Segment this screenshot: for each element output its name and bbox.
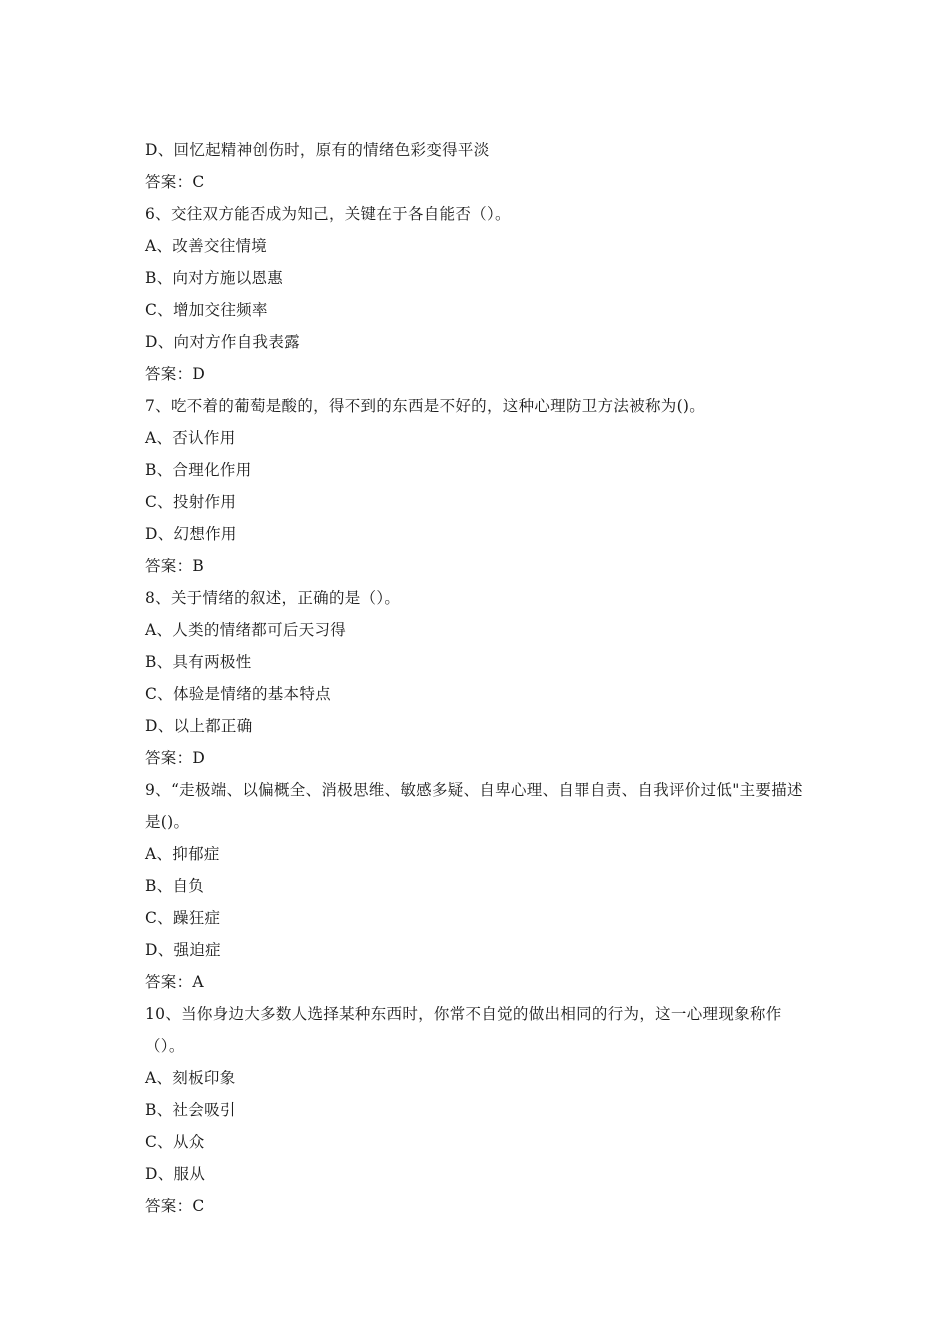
option-b-q7: B、合理化作用 — [145, 461, 252, 479]
option-b-q8: B、具有两极性 — [145, 653, 252, 671]
question-10-line-1: 10、当你身边大多数人选择某种东西时，你常不自觉的做出相同的行为，这一心理现象称作 — [145, 1005, 782, 1023]
answer-q8: 答案：D — [145, 749, 206, 767]
option-c-q10: C、从众 — [145, 1133, 205, 1151]
answer-q7: 答案：B — [145, 557, 205, 575]
option-a-q10: A、刻板印象 — [145, 1069, 236, 1087]
option-a-q9: A、抑郁症 — [145, 845, 220, 863]
answer-q9: 答案：A — [145, 973, 204, 991]
option-b-q10: B、社会吸引 — [145, 1101, 236, 1119]
option-c-q8: C、体验是情绪的基本特点 — [145, 685, 331, 703]
answer-q10: 答案：C — [145, 1197, 205, 1215]
question-9-line-1: 9、“走极端、以偏概全、消极思维、敏感多疑、自卑心理、自罪自责、自我评价过低"主要描述 — [145, 781, 803, 799]
document-content — [145, 134, 810, 1222]
option-d-q10: D、服从 — [145, 1165, 206, 1183]
option-d-q9: D、强迫症 — [145, 941, 221, 959]
option-c-q7: C、投射作用 — [145, 493, 237, 511]
question-7: 7、吃不着的葡萄是酸的，得不到的东西是不好的，这种心理防卫方法被称为()。 — [145, 397, 706, 415]
answer-q5: 答案：C — [145, 173, 205, 191]
option-a-q7: A、否认作用 — [145, 429, 236, 447]
option-d-q6: D、向对方作自我表露 — [145, 333, 300, 351]
question-6: 6、交往双方能否成为知己，关键在于各自能否（）。 — [145, 205, 511, 223]
option-c-q9: C、躁狂症 — [145, 909, 221, 927]
option-a-q6: A、改善交往情境 — [145, 237, 268, 255]
option-b-q9: B、自负 — [145, 877, 205, 895]
answer-q6: 答案：D — [145, 365, 206, 383]
option-d-q8: D、以上都正确 — [145, 717, 253, 735]
question-10-line-2: （）。 — [145, 1037, 185, 1055]
option-a-q8: A、人类的情绪都可后天习得 — [145, 621, 347, 639]
question-8: 8、关于情绪的叙述，正确的是（）。 — [145, 589, 401, 607]
option-d-q7: D、幻想作用 — [145, 525, 237, 543]
option-b-q6: B、向对方施以恩惠 — [145, 269, 284, 287]
option-c-q6: C、增加交往频率 — [145, 301, 268, 319]
option-d-q5: D、回忆起精神创伤时，原有的情绪色彩变得平淡 — [145, 141, 490, 159]
question-9-line-2: 是()。 — [145, 813, 190, 831]
